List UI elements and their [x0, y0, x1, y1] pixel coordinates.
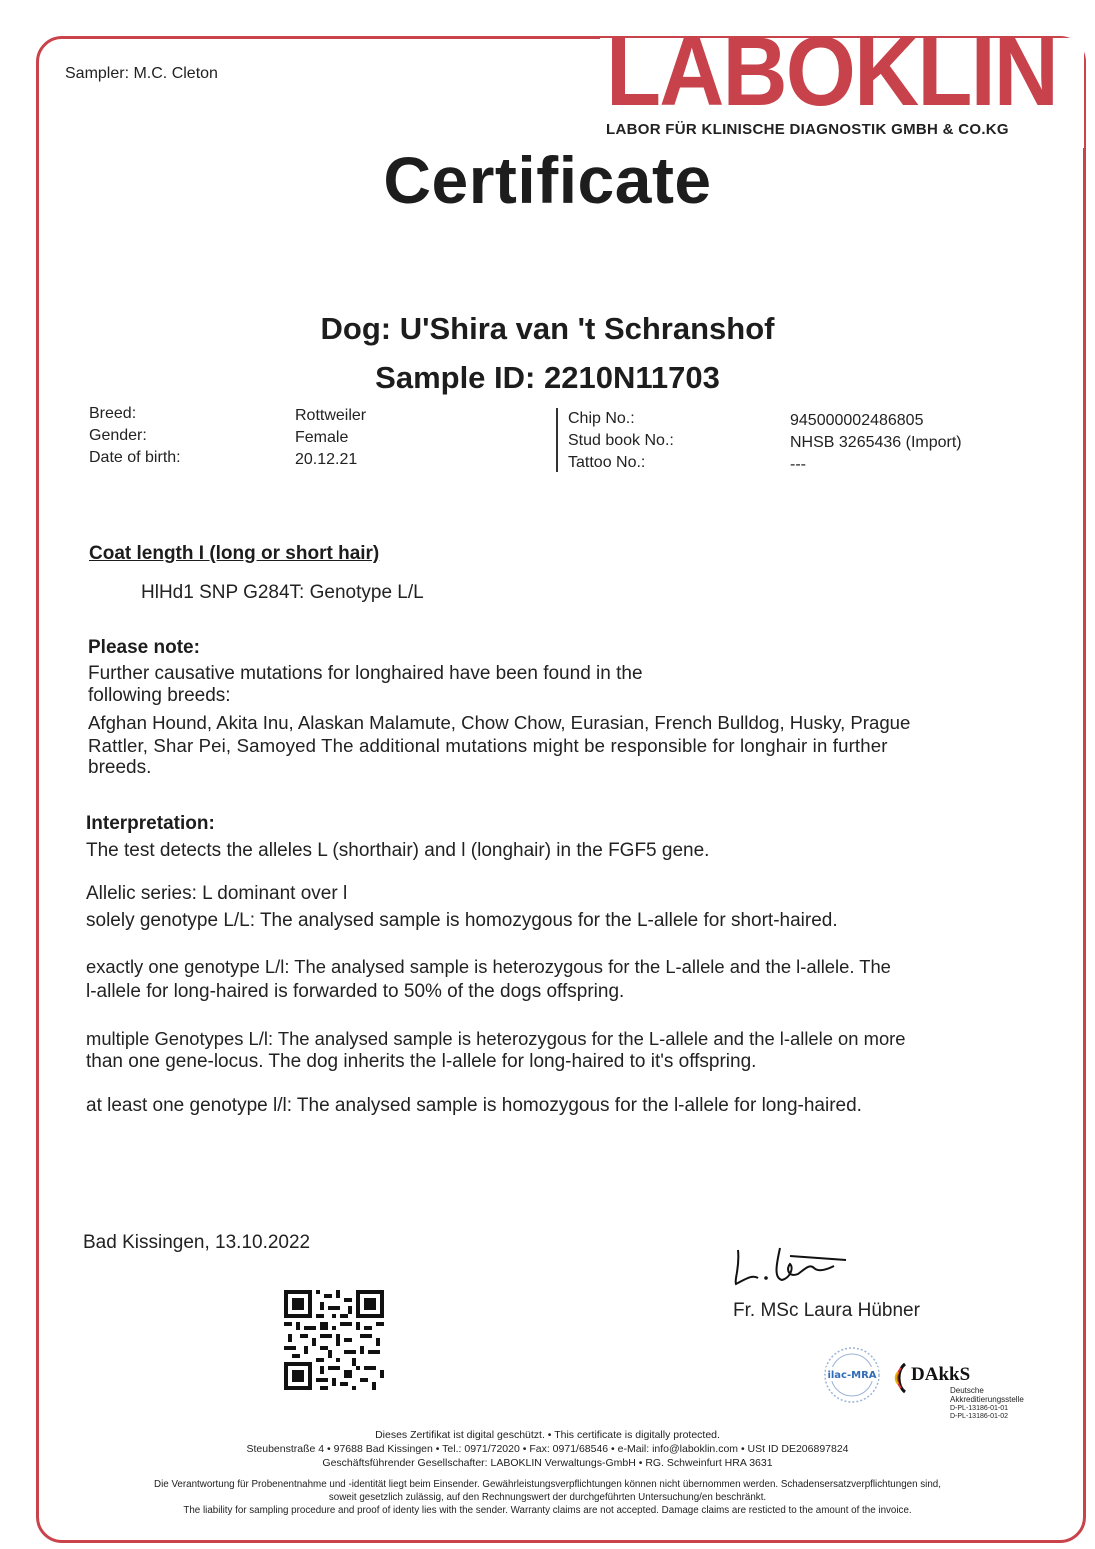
at-least-one: at least one genotype l/l: The analysed sample is homozygous for the l-allele for long-haired. — [86, 1095, 862, 1116]
dakks-line1: Deutsche — [950, 1386, 984, 1395]
footer-digital-protection: Dieses Zertifikat ist digital geschützt. • This certificate is digitally protected. — [375, 1429, 720, 1441]
laboklin-logo: LABOKLIN — [606, 16, 1058, 126]
test-heading: Coat length I (long or short hair) — [89, 543, 380, 564]
note-line1: Further causative mutations for longhaired have been found in the — [88, 663, 643, 684]
signatory-name: Fr. MSc Laura Hübner — [733, 1300, 920, 1321]
sample-id: Sample ID: 2210N11703 — [375, 360, 720, 395]
dob-label: Date of birth: — [89, 449, 181, 466]
certificate-border — [36, 36, 1086, 1543]
dog-name: Dog: U'Shira van 't Schranshof — [320, 311, 775, 346]
genotype-ll-homozygous-short: solely genotype L/L: The analysed sample is homozygous for the L-allele for short-haired. — [86, 910, 838, 931]
dakks-line4: D-PL-13186-01-02 — [950, 1413, 1008, 1420]
studbook-value: NHSB 3265436 (Import) — [790, 434, 962, 451]
qr-code[interactable] — [284, 1290, 384, 1390]
chip-value: 945000002486805 — [790, 412, 924, 429]
footer-liability-de-2: soweit gesetzlich zulässig, auf den Rechnungswert der durchgeführten Untersuchung/en beschränkt. — [328, 1492, 767, 1503]
breed-label: Breed: — [89, 405, 137, 422]
tattoo-value: --- — [790, 456, 806, 473]
dakks-line3: D-PL-13186-01-01 — [950, 1405, 1008, 1412]
gender-value: Female — [295, 429, 349, 446]
note-line2: following breeds: — [88, 685, 231, 706]
footer-liability-en: The liability for sampling procedure and proof of identy lies with the sender. Warranty claims are not accepted. Damage claims are resticted to the amount of the invoice. — [183, 1505, 912, 1516]
dakks-line2: Akkreditierungsstelle — [950, 1395, 1024, 1404]
footer-liability-de-1: Die Verantwortung für Probenentnahme und -identität liegt beim Einsender. Gewährleistungsverpflichtungen können nicht übernommen werden. Schadensersatzverpflichtungen sind, — [154, 1479, 941, 1490]
allelic-series: Allelic series: L dominant over l — [86, 883, 348, 904]
tattoo-label: Tattoo No.: — [568, 454, 646, 471]
note-line5: breeds. — [88, 757, 152, 778]
dob-value: 20.12.21 — [295, 451, 358, 468]
footer-address: Steubenstraße 4 • 97688 Bad Kissingen • Tel.: 0971/72020 • Fax: 0971/68546 • e-Mail: info@laboklin.com • USt ID DE206897824 — [246, 1443, 849, 1455]
signature — [730, 1238, 860, 1298]
gender-label: Gender: — [89, 427, 147, 444]
multiple-line1: multiple Genotypes L/l: The analysed sample is heterozygous for the L-allele and the l-allele on more — [86, 1028, 906, 1049]
logo-subtitle: LABOR FÜR KLINISCHE DIAGNOSTIK GMBH & CO.KG — [606, 121, 1009, 138]
interpretation-intro: The test detects the alleles L (shorthair) and l (longhair) in the FGF5 gene. — [86, 840, 710, 861]
ilac-text: ilac-MRA — [827, 1370, 877, 1381]
note-line4: Rattler, Shar Pei, Samoyed The additional mutations might be responsible for longhair in further — [88, 735, 888, 756]
dakks-name: DAkkS — [911, 1364, 971, 1385]
place-date: Bad Kissingen, 13.10.2022 — [83, 1232, 311, 1253]
interpretation-heading: Interpretation: — [86, 813, 215, 834]
sampler: Sampler: M.C. Cleton — [65, 65, 218, 82]
details-divider — [556, 408, 558, 472]
multiple-line2: than one gene-locus. The dog inherits the l-allele for long-haired to it's offspring. — [86, 1051, 757, 1072]
exactly-one-line1: exactly one genotype L/l: The analysed sample is heterozygous for the L-allele and the l-allele. The — [86, 956, 891, 977]
test-result: HlHd1 SNP G284T: Genotype L/L — [141, 582, 424, 603]
certificate-title: Certificate — [383, 143, 712, 217]
studbook-label: Stud book No.: — [568, 432, 674, 449]
note-heading: Please note: — [88, 637, 200, 658]
footer-company: Geschäftsführender Gesellschafter: LABOKLIN Verwaltungs-GmbH • RG. Schweinfurt HRA 3631 — [322, 1457, 773, 1469]
breed-value: Rottweiler — [295, 407, 367, 424]
note-line3: Afghan Hound, Akita Inu, Alaskan Malamute, Chow Chow, Eurasian, French Bulldog, Husky, Prague — [88, 712, 911, 733]
exactly-one-line2: l-allele for long-haired is forwarded to 50% of the dogs offspring. — [86, 981, 625, 1002]
ilac-mra-seal — [820, 1345, 884, 1405]
dakks-flag-icon — [893, 1362, 907, 1394]
chip-label: Chip No.: — [568, 410, 635, 427]
